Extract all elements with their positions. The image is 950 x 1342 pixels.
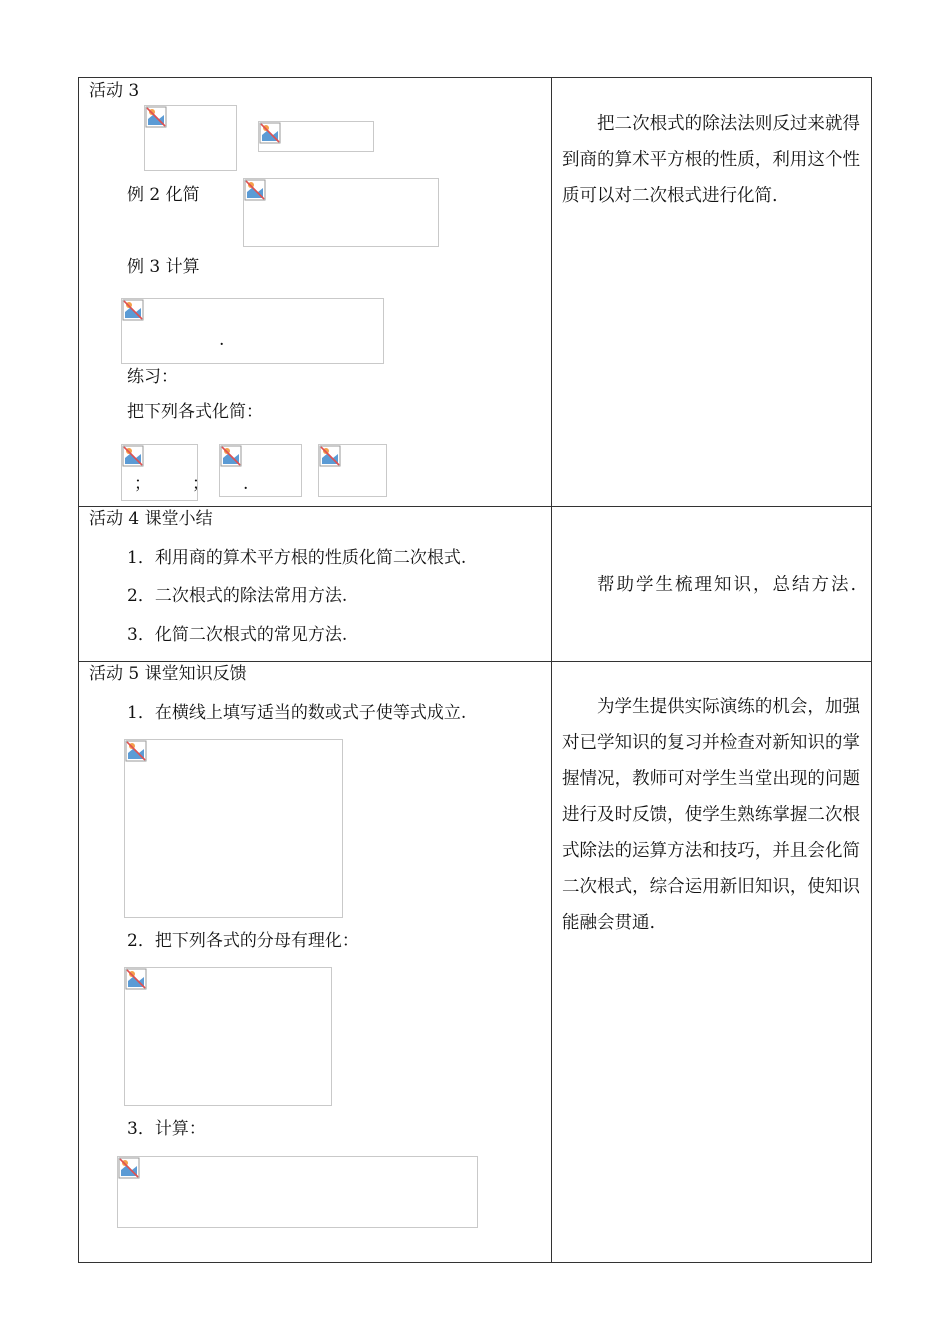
summary-item-1: 1．利用商的算术平方根的性质化简二次根式.	[127, 548, 467, 568]
broken-image-icon	[122, 445, 144, 467]
activity-4-title: 活动 4 课堂小结	[89, 509, 213, 529]
separator: ；	[192, 474, 209, 494]
row-divider-2	[78, 661, 872, 662]
activity-5-commentary: 为学生提供实际演练的机会，加强对已学知识的复习并检查对新知识的掌握情况，教师可对学生当堂出现的问题进行及时反馈，使学生熟练掌握二次根式除法的运算方法和技巧，并且会化简二次根式，综合运用新旧知识，使知识能融会贯通.	[562, 697, 860, 933]
practice-instruction: 把下列各式化简：	[127, 402, 263, 422]
formula-image	[258, 121, 374, 152]
broken-image-icon	[122, 299, 144, 321]
broken-image-icon	[125, 740, 147, 762]
broken-image-icon	[244, 179, 266, 201]
formula-image	[219, 444, 302, 497]
row-divider-1	[78, 506, 872, 507]
sentence-period: .	[243, 474, 249, 494]
formula-image	[124, 967, 332, 1106]
activity-5-title: 活动 5 课堂知识反馈	[89, 664, 247, 684]
question-1: 1．在横线上填写适当的数或式子使等式成立.	[127, 703, 467, 723]
activity-4-commentary: 帮助学生梳理知识，总结方法.	[597, 575, 859, 595]
broken-image-icon	[259, 122, 281, 144]
broken-image-icon	[220, 445, 242, 467]
example-3-label: 例 3 计算	[127, 257, 200, 277]
separator: ；	[134, 474, 151, 494]
formula-image	[121, 298, 384, 364]
example-2-label: 例 2 化简	[127, 185, 200, 205]
formula-image	[318, 444, 387, 497]
formula-image	[121, 444, 198, 501]
summary-item-3: 3．化简二次根式的常见方法.	[127, 625, 348, 645]
question-3: 3．计算：	[127, 1119, 206, 1139]
broken-image-icon	[319, 445, 341, 467]
broken-image-icon	[145, 106, 167, 128]
activity-3-title: 活动 3	[89, 81, 140, 101]
summary-item-2: 2．二次根式的除法常用方法.	[127, 586, 348, 606]
formula-image	[124, 739, 343, 918]
formula-image	[117, 1156, 478, 1228]
activity-3-commentary: 把二次根式的除法法则反过来就得到商的算术平方根的性质，利用这个性质可以对二次根式进行化简.	[562, 114, 860, 206]
formula-image	[144, 105, 237, 171]
formula-image	[243, 178, 439, 247]
broken-image-icon	[125, 968, 147, 990]
practice-label: 练习：	[127, 367, 178, 387]
broken-image-icon	[118, 1157, 140, 1179]
column-divider	[551, 77, 552, 1263]
sentence-period: .	[219, 330, 225, 350]
question-2: 2．把下列各式的分母有理化：	[127, 931, 359, 951]
